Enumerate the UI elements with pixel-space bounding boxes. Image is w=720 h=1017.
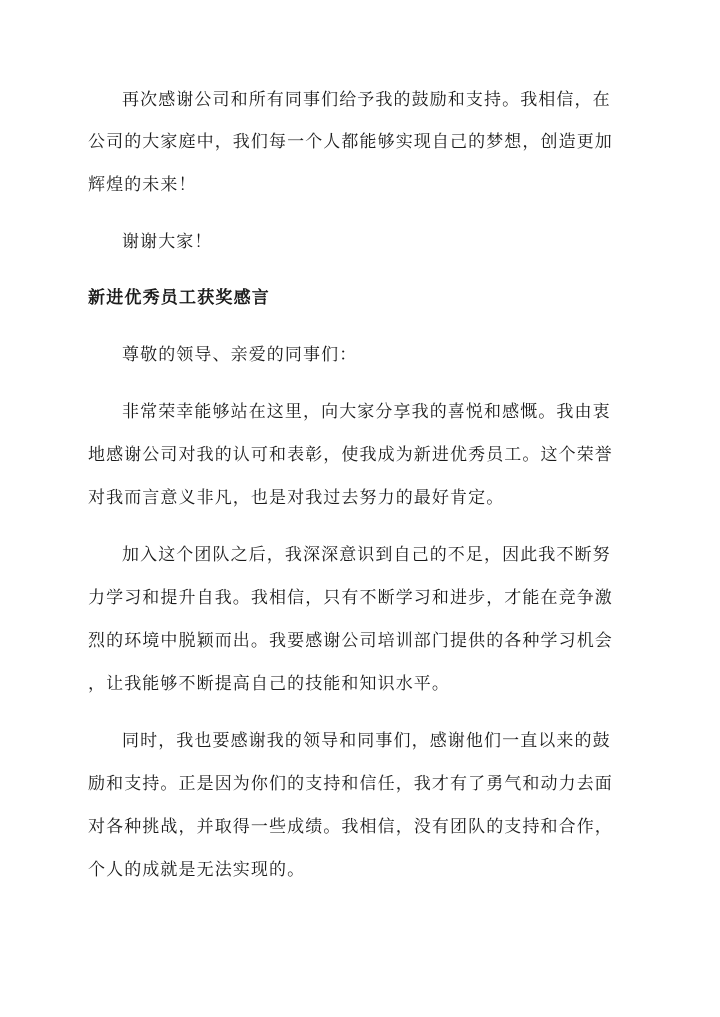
- section-paragraph-2-line-1: 加入这个团队之后，我深深意识到自己的不足，因此我不断努: [122, 545, 611, 565]
- section-paragraph-2-line-4: ，让我能够不断提高自己的技能和知识水平。: [88, 674, 450, 694]
- paragraph-1-line-2: 公司的大家庭中，我们每一个人都能够实现自己的梦想，创造更加: [88, 132, 613, 152]
- section-paragraph-3-line-2: 励和支持。正是因为你们的支持和信任，我才有了勇气和动力去面: [88, 774, 613, 794]
- salutation: 尊敬的领导、亲爱的同事们：: [122, 345, 358, 365]
- section-paragraph-1-line-3: 对我而言意义非凡，也是对我过去努力的最好肯定。: [88, 488, 505, 508]
- section-paragraph-1-line-1: 非常荣幸能够站在这里，向大家分享我的喜悦和感慨。我由衷: [122, 402, 611, 422]
- section-paragraph-3-line-1: 同时，我也要感谢我的领导和同事们，感谢他们一直以来的鼓: [122, 731, 611, 751]
- paragraph-1-line-3: 辉煌的未来！: [88, 175, 197, 195]
- paragraph-1-line-1: 再次感谢公司和所有同事们给予我的鼓励和支持。我相信，在: [122, 90, 611, 110]
- section-paragraph-3-line-3: 对各种挑战，并取得一些成绩。我相信，没有团队的支持和合作，: [88, 817, 613, 837]
- section-paragraph-3-line-4: 个人的成就是无法实现的。: [88, 860, 306, 880]
- closing-thanks: 谢谢大家！: [122, 232, 213, 252]
- section-paragraph-1-line-2: 地感谢公司对我的认可和表彰，使我成为新进优秀员工。这个荣誉: [88, 445, 613, 465]
- section-heading: 新进优秀员工获奖感言: [88, 288, 270, 308]
- section-paragraph-2-line-2: 力学习和提升自我。我相信，只有不断学习和进步，才能在竞争激: [88, 588, 613, 608]
- section-paragraph-2-line-3: 烈的环境中脱颖而出。我要感谢公司培训部门提供的各种学习机会: [88, 631, 613, 651]
